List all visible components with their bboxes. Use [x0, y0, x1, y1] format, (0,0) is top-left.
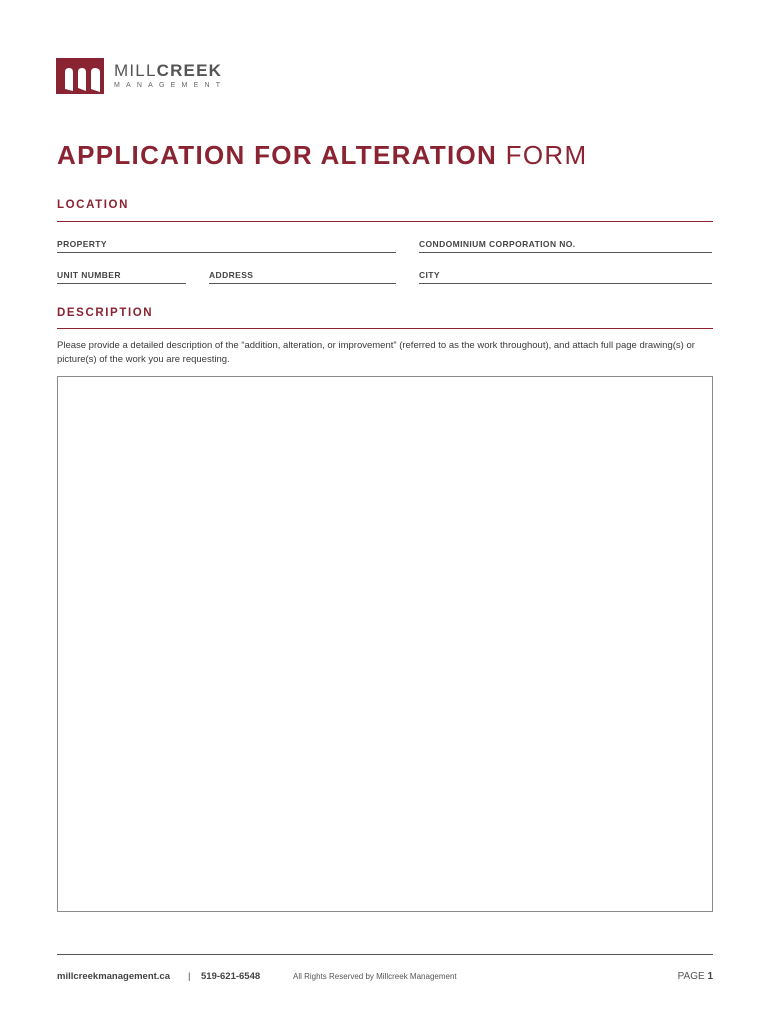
description-instructions: Please provide a detailed description of the “addition, alteration, or improvement” (referred to as the work throughout), and attach full page drawing(s) or picture(s) of the work you are requesting.: [57, 340, 695, 365]
logo-subtitle: MANAGEMENT: [114, 82, 227, 89]
unit-number-field[interactable]: [57, 269, 186, 284]
footer: [57, 971, 713, 985]
description-heading: DESCRIPTION: [57, 307, 154, 319]
description-divider: [57, 328, 713, 329]
footer-divider: [57, 954, 713, 955]
logo-name: [114, 62, 226, 80]
unit-number-label: UNIT NUMBER: [57, 270, 121, 280]
city-label: CITY: [419, 270, 440, 280]
page-number-value: 1: [707, 971, 713, 982]
millcreek-logo: [56, 58, 226, 94]
logo-name-light: MILL: [114, 61, 157, 80]
location-heading: LOCATION: [57, 199, 129, 211]
property-field[interactable]: [57, 238, 396, 253]
footer-website: millcreekmanagement.ca: [57, 971, 171, 982]
logo-wordmark: [114, 62, 226, 90]
page-title: [57, 140, 587, 171]
property-label: PROPERTY: [57, 239, 107, 249]
logo-name-bold: CREEK: [156, 61, 223, 80]
condo-corporation-field[interactable]: [419, 238, 712, 253]
footer-rights: All Rights Reserved by Millcreek Management: [293, 972, 457, 981]
title-light: FORM: [505, 140, 588, 170]
address-field[interactable]: [209, 269, 396, 284]
page-number: [678, 971, 713, 982]
condo-corporation-label: CONDOMINIUM CORPORATION NO.: [419, 239, 576, 249]
city-field[interactable]: [419, 269, 712, 284]
description-textarea[interactable]: [57, 376, 713, 912]
footer-separator: |: [188, 971, 191, 982]
page-label: PAGE: [677, 971, 705, 982]
footer-phone: 519-621-6548: [201, 971, 261, 982]
location-divider: [57, 221, 713, 222]
millcreek-logo-mark-icon: [56, 58, 104, 94]
title-bold: APPLICATION FOR ALTERATION: [57, 140, 498, 170]
address-label: ADDRESS: [209, 270, 254, 280]
